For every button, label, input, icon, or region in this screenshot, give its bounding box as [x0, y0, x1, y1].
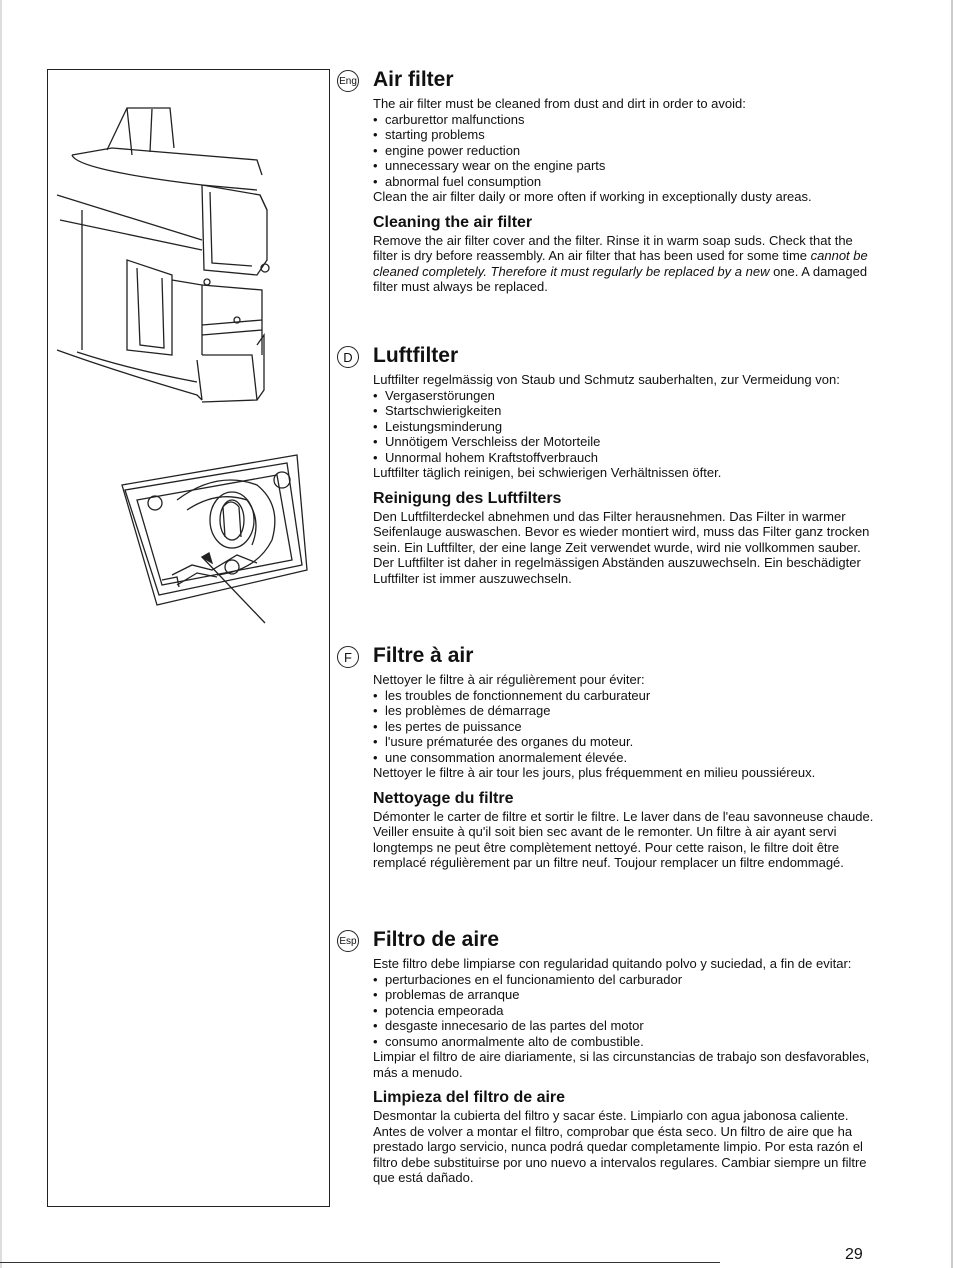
list-item: • perturbaciones en el funcionamiento del carburador: [373, 972, 877, 988]
section-title: Luftfilter: [373, 344, 459, 367]
bullet-list: [373, 972, 877, 1050]
bottom-rule: [0, 1262, 720, 1263]
list-item: • potencia empeorada: [373, 1003, 877, 1019]
closing-text: Nettoyer le filtre à air tour les jours, plus fréquemment en milieu poussiéreux.: [373, 765, 816, 780]
section-title: Filtre à air: [373, 644, 474, 667]
language-badge-eng: Eng: [337, 70, 359, 92]
subsection-title: Reinigung des Luftfilters: [373, 489, 562, 507]
engine-housing-illustration: [52, 100, 282, 405]
section-title: Filtro de aire: [373, 928, 500, 951]
language-badge-f: F: [337, 646, 359, 668]
paragraph-part: Remove the air filter cover and the filter. Rinse it in warm soap suds. Check that the filter is dry before reassembly. An air filter that has been used for some time: [373, 232, 853, 263]
list-item: • Startschwierigkeiten: [373, 403, 877, 419]
section-spanish: [337, 926, 877, 1186]
page-edge-left: [0, 0, 2, 1268]
bullet-list: [373, 688, 877, 766]
list-item: • carburettor malfunctions: [373, 112, 877, 128]
bullet-list: [373, 112, 877, 190]
instruction-paragraph: Den Luftfilterdeckel abnehmen und das Filter herausnehmen. Das Filter in warmer Seifenlauge auswaschen. Bevor es wieder montiert wird, muss das Filter ganz trocken sein. Ein Luftfilter, der eine lange Zeit verwendet wurde, wird nie vollkommen sauber. Der Luftfilter ist daher in regelmässigen Abständen auszuwechseln. Ein beschädigter Luftfilter ist immer auszuwechseln.: [373, 508, 870, 586]
instruction-paragraph: [373, 233, 877, 295]
list-item: • problemas de arranque: [373, 987, 877, 1003]
list-item: • les pertes de puissance: [373, 719, 877, 735]
closing-text: Limpiar el filtro de aire diariamente, si las circunstancias de trabajo son desfavorables, más a menudo.: [373, 1049, 870, 1080]
subsection-title: Nettoyage du filtre: [373, 789, 514, 807]
section-german: [337, 342, 877, 586]
subsection-title: Cleaning the air filter: [373, 213, 533, 231]
section-english: [337, 66, 877, 295]
closing-text: Luftfilter täglich reinigen, bei schwierigen Verhältnissen öfter.: [373, 465, 722, 480]
list-item: • Unnötigem Verschleiss der Motorteile: [373, 434, 877, 450]
paragraph-part: one. A damaged filter must always be replaced.: [373, 263, 868, 294]
intro-text: The air filter must be cleaned from dust and dirt in order to avoid:: [373, 96, 746, 111]
intro-text: Este filtro debe limpiarse con regularidad quitando polvo y suciedad, a fin de evitar:: [373, 956, 852, 971]
list-item: • l'usure prématurée des organes du moteur.: [373, 734, 877, 750]
list-item: • les problèmes de démarrage: [373, 703, 877, 719]
list-item: • Vergaserstörungen: [373, 388, 877, 404]
list-item: • starting problems: [373, 127, 877, 143]
list-item: • les troubles de fonctionnement du carburateur: [373, 688, 877, 704]
section-french: [337, 642, 877, 871]
list-item: • desgaste innecesario de las partes del motor: [373, 1018, 877, 1034]
list-item: • consumo anormalmente alto de combustible.: [373, 1034, 877, 1050]
page-number: 29: [845, 1246, 863, 1263]
language-badge-esp: Esp: [337, 930, 359, 952]
paragraph-italic: cannot be cleaned completely. Therefore it must regularly be replaced by a new: [373, 248, 868, 279]
air-filter-cover-illustration: [117, 445, 317, 625]
intro-text: Luftfilter regelmässig von Staub und Schmutz sauberhalten, zur Vermeidung von:: [373, 372, 840, 387]
instruction-paragraph: Desmontar la cubierta del filtro y sacar éste. Limpiarlo con agua jabonosa caliente. Antes de volver a montar el filtro, comprobar que ésta seco. Un filtro de aire que ha prestado largo servicio, nunca podrá quedar completamente limpio. Por esta razón el filtro debe substituirse por uno nuevo a intervalos regulares. Cambiar siempre un filtre que está dañado.: [373, 1108, 867, 1185]
list-item: • Unnormal hohem Kraftstoffverbrauch: [373, 450, 877, 466]
instruction-paragraph: Démonter le carter de filtre et sortir le filtre. Le laver dans de l'eau savonneuse chaude. Veiller ensuite à qu'il soit bien sec avant de le remonter. Un filtre à air ayant servi longtemps ne peut être complètement nettoyé. Pour cette raison, le filtre doit être remplacé régulièrement par un filtre neuf. Toujour remplacer un filtre endommagé.: [373, 808, 874, 870]
intro-text: Nettoyer le filtre à air régulièrement pour éviter:: [373, 672, 645, 687]
section-title: Air filter: [373, 68, 454, 91]
list-item: • une consommation anormalement élevée.: [373, 750, 877, 766]
closing-text: Clean the air filter daily or more often if working in exceptionally dusty areas.: [373, 189, 812, 204]
subsection-title: Limpieza del filtro de aire: [373, 1089, 566, 1106]
bullet-list: [373, 388, 877, 466]
list-item: • Leistungsminderung: [373, 419, 877, 435]
list-item: • engine power reduction: [373, 143, 877, 159]
language-badge-d: D: [337, 346, 359, 368]
list-item: • unnecessary wear on the engine parts: [373, 158, 877, 174]
page-edge-right: [951, 0, 953, 1268]
list-item: • abnormal fuel consumption: [373, 174, 877, 190]
